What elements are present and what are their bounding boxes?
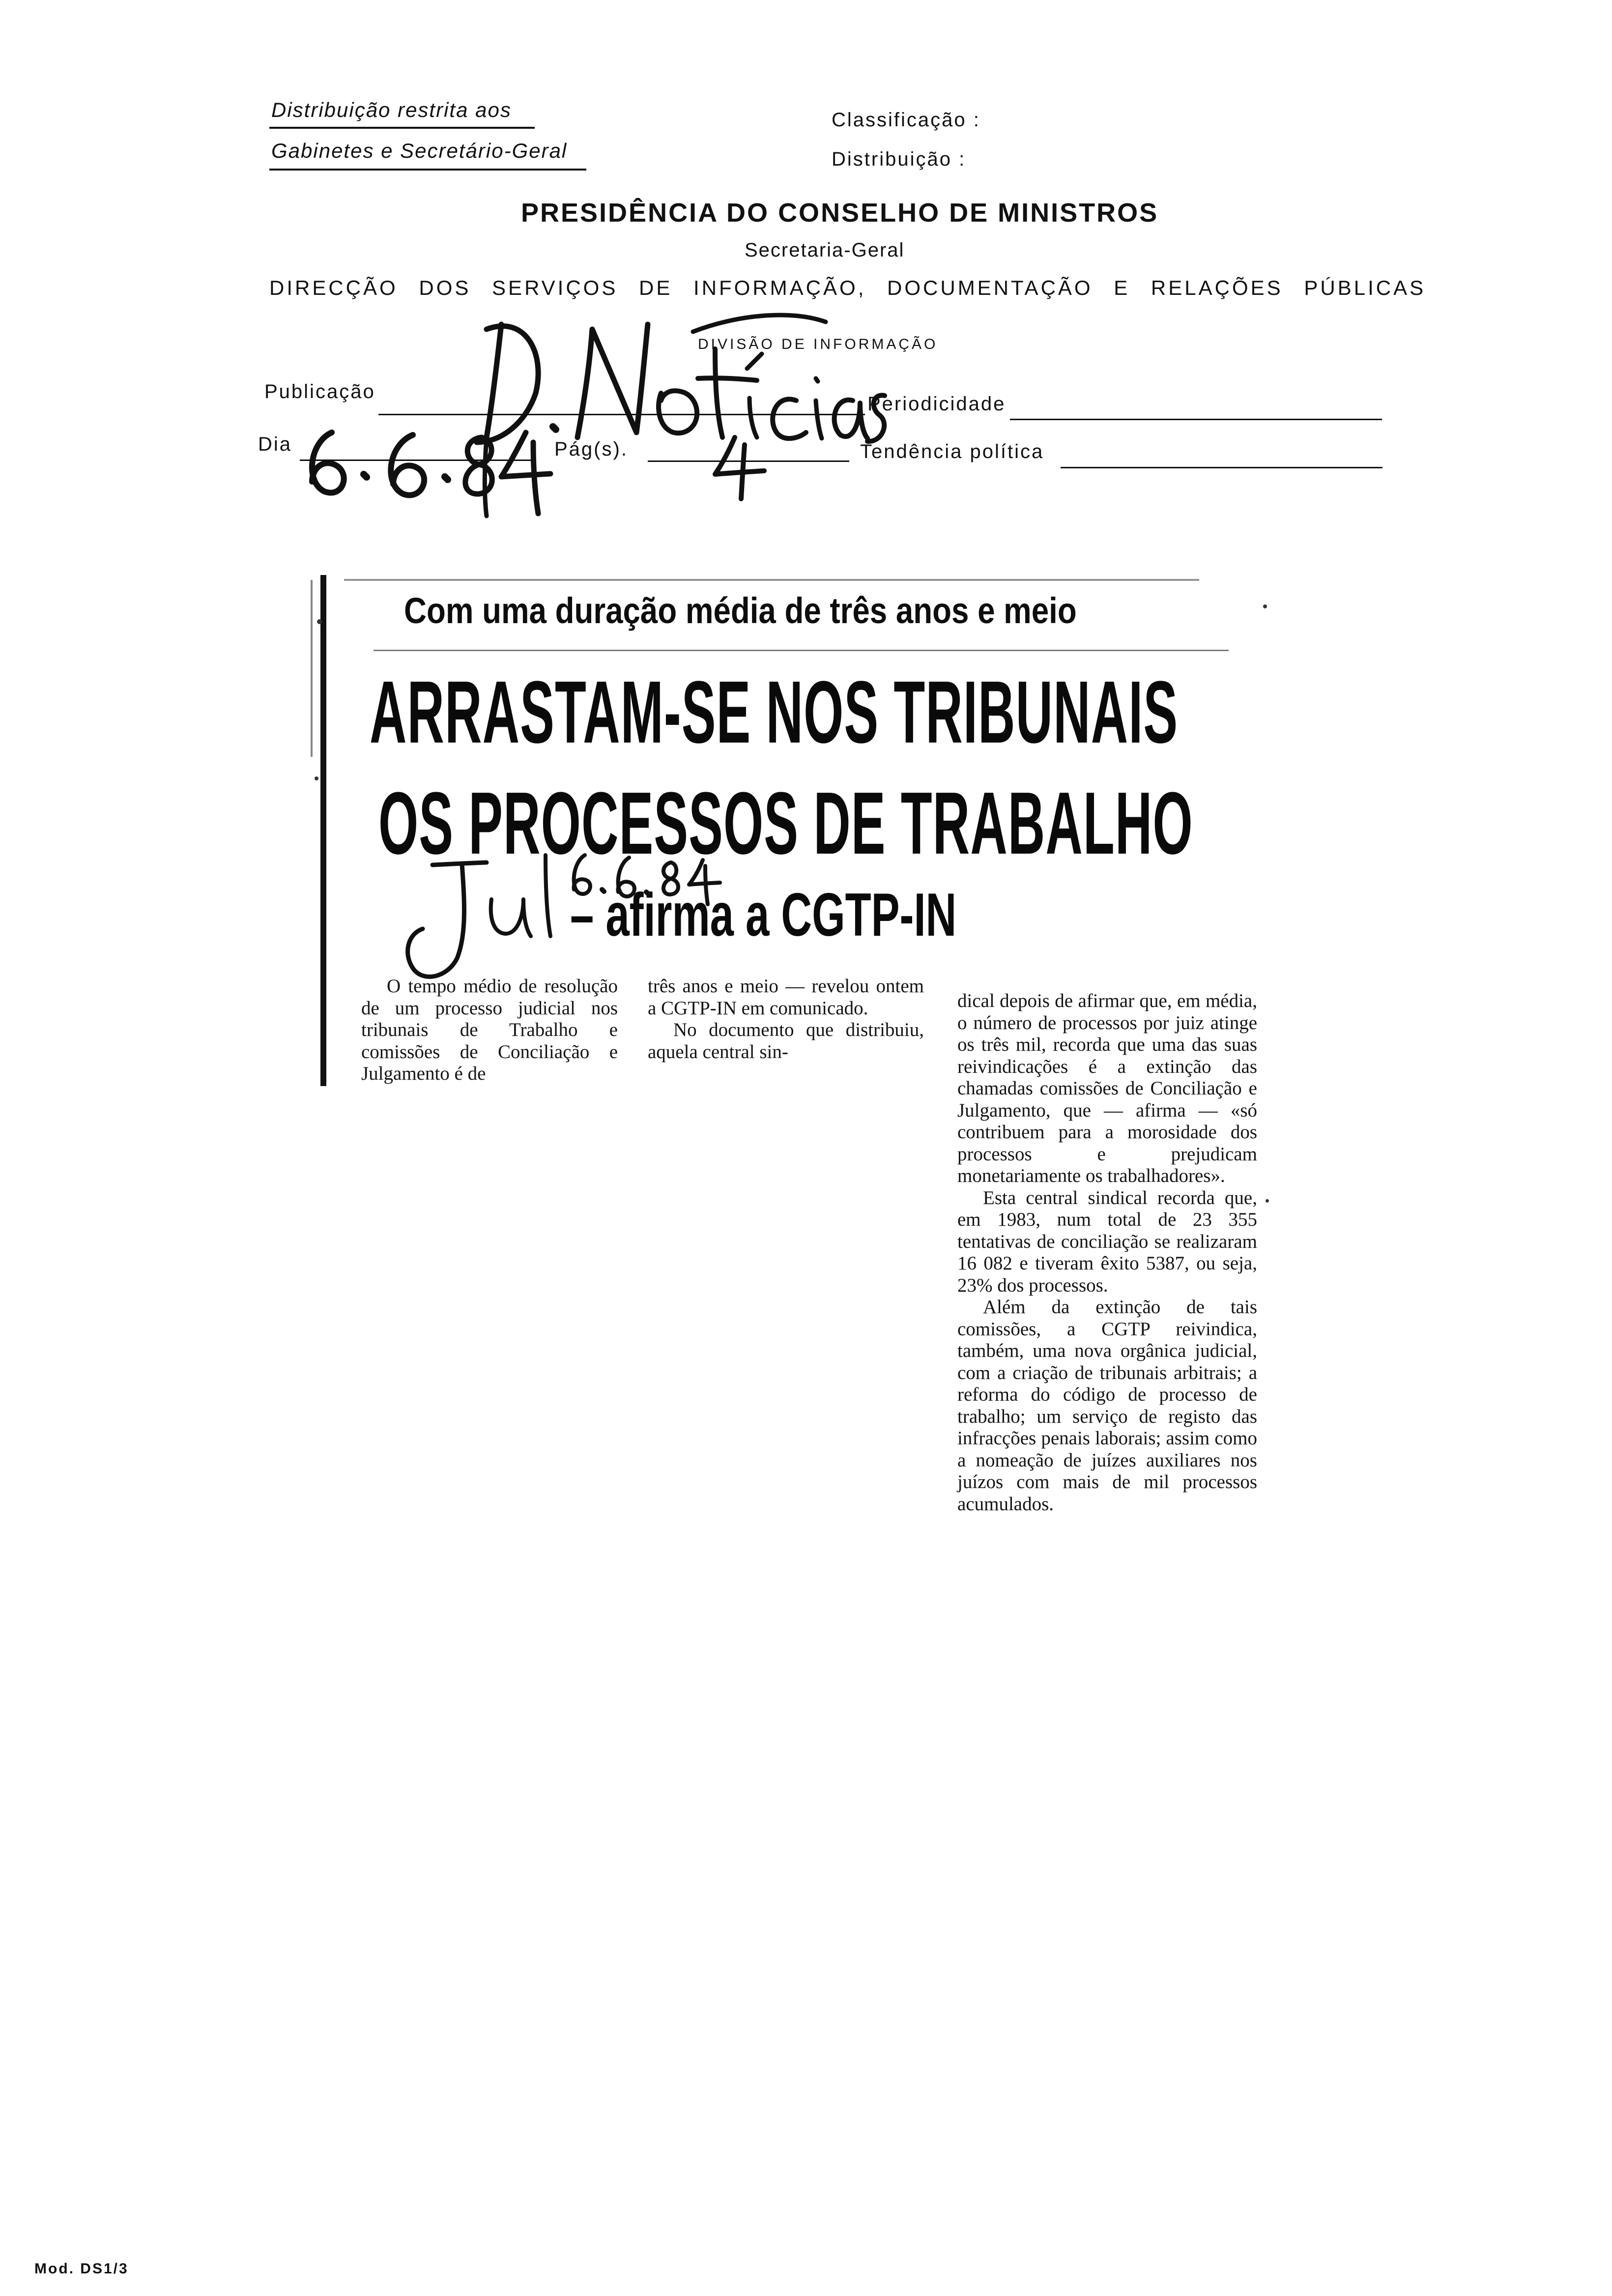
clipping-edge-shadow [311,580,313,757]
distribution-note-underline [269,127,535,129]
article-column-1 [361,976,618,1085]
article-column-3-paragraph-1: dical depois de afirmar que, em média, o número de processos por juiz atinge os três mil, recorda que uma das suas reivindicações é a extinção das chamadas comissões de Conciliação e Julgamento, que — afirma — «só contribuem para a morosidade dos processos e prejudicam monetariamente os trabalhadores». [957,990,1257,1186]
clipping-kicker: Com uma duração média de três anos e meio [404,590,1077,631]
secretariat-label: Secretaria-Geral [745,239,905,261]
periodicity-field-line [1010,419,1382,420]
article-column-2 [648,976,924,1063]
clipping-top-rule [344,579,1199,581]
distribution-note-line1: Distribuição restrita aos [271,98,512,121]
scan-speck [317,619,322,624]
classification-label: Classificação : [832,109,980,131]
scan-speck [1263,604,1267,608]
handwritten-date [295,423,649,521]
article-column-3 [957,990,1257,1515]
department-label: DIRECÇÃO DOS SERVIÇOS DE INFORMAÇÃO, DOCUMENTAÇÃO E RELAÇÕES PÚBLICAS [269,276,1426,299]
pages-label: Pág(s). [554,438,628,460]
distribution-note-line2: Gabinetes e Secretário-Geral [271,139,568,162]
publication-label: Publicação [264,381,375,402]
scan-speck [1266,1199,1269,1203]
subheadline: – afirma a CGTP-IN [570,881,957,949]
scan-speck [315,776,318,780]
distribution-note-underline-2 [269,169,586,171]
political-tendency-field-line [1061,467,1382,468]
model-code: Mod. DS1/3 [34,2261,129,2277]
headline-line1: ARRASTAM-SE NOS TRIBUNAIS [370,663,1179,762]
article-column-3-paragraph-2: Esta central sindical recorda que, em 1983, num total de 23 355 tentativas de conciliação se realizaram 16 082 e tiveram êxito 5387, ou seja, 23% dos processos. [957,1187,1257,1296]
political-tendency-label: Tendência política [860,441,1044,462]
headline-line2: OS PROCESSOS DE TRABALHO [378,774,1193,873]
day-label: Dia [258,433,292,455]
periodicity-label: Periodicidade [867,393,1006,415]
organization-title: PRESIDÊNCIA DO CONSELHO DE MINISTROS [521,198,1159,228]
handwritten-page-number [708,432,777,501]
article-column-3-paragraph-3: Além da extinção de tais comissões, a CGTP reivindica, também, uma nova orgânica judicial, com a criação de tribunais arbitrais; a reforma do código de processo de trabalho; um serviço de registo das infracções penais laborais; assim como a nomeação de juízes auxiliares nos juízos com mais de mil processos acumulados. [957,1296,1257,1515]
division-label: DIVISÃO DE INFORMAÇÃO [698,336,938,352]
article-column-2-paragraph-1: três anos e meio — revelou ontem a CGTP-IN em comunicado. [648,976,924,1019]
distribution-label: Distribuição : [832,148,966,170]
clipping-kicker-rule [374,650,1229,651]
handwritten-margin-note [383,835,737,993]
clipping-left-border [320,575,326,1086]
article-column-1-paragraph: O tempo médio de resolução de um processo judicial nos tribunais de Trabalho e comissões de Conciliação e Julgamento é de [361,976,618,1084]
article-column-2-paragraph-2: No documento que distribuiu, aquela central sin- [648,1019,924,1062]
